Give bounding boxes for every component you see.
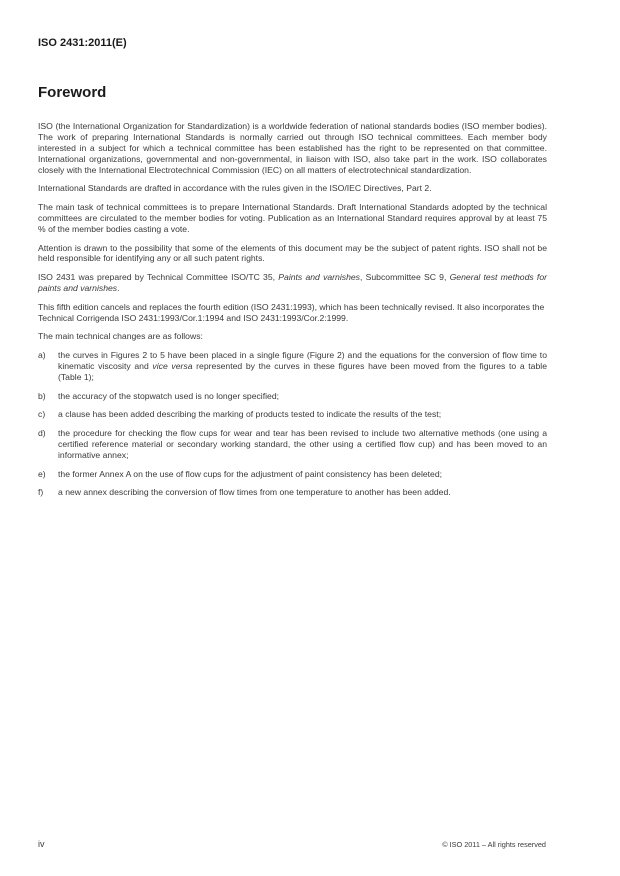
committee-title: Paints and varnishes bbox=[278, 272, 360, 283]
list-marker: e) bbox=[38, 468, 46, 479]
prepared-by-subcommittee: , Subcommittee SC 9, bbox=[360, 272, 450, 283]
paragraph-patent-rights: Attention is drawn to the possibility that some of the elements of this document may be the subject of patent rights. ISO shall not be held responsible for identifying any or all such patent rights. bbox=[38, 242, 547, 264]
list-marker: c) bbox=[38, 409, 46, 420]
subcommittee-title: General test methods for paints and varnishes bbox=[38, 272, 547, 294]
section-title: Foreword bbox=[38, 84, 107, 101]
list-item bbox=[38, 428, 547, 461]
page-number: iv bbox=[38, 839, 45, 849]
list-marker: a) bbox=[38, 350, 46, 361]
list-item-text: a clause has been added describing the marking of products tested to indicate the results of the test; bbox=[58, 409, 442, 420]
list-item bbox=[38, 409, 547, 420]
paragraph-changes-intro: The main technical changes are as follows: bbox=[38, 331, 203, 342]
paragraph-prepared-by bbox=[38, 272, 547, 294]
paragraph-edition: This fifth edition cancels and replaces the fourth edition (ISO 2431:1993), which has been technically revised. It also incorporates the Technical Corrigenda ISO 2431:1993/Cor.1:1994 and ISO 2431:1993/Cor.2:1999. bbox=[38, 301, 545, 323]
list-item bbox=[38, 487, 547, 498]
list-item-text: the former Annex A on the use of flow cups for the adjustment of paint consistency has been deleted; bbox=[58, 468, 443, 479]
list-item-text: the procedure for checking the flow cups for wear and tear has been revised to include two alternative methods (one using a certified reference material or secondary working standard, the other using a certified flow cup) and has been moved to an informative annex; bbox=[58, 428, 547, 460]
list-text-italic: vice versa bbox=[152, 360, 193, 371]
list-item-text bbox=[58, 350, 547, 383]
list-text-start: the curves in Figures 2 to 5 have been placed in a single figure (Figure 2) and the equations for the conversion of flow time to kinematic viscosity and bbox=[58, 350, 547, 371]
paragraph-iso-federation: ISO (the International Organization for Standardization) is a worldwide federation of national standards bodies (ISO member bodies). The work of preparing International Standards is normally carried out through ISO technical committees. Each member body interested in a subject for which a technical committee has been established has the right to be represented on that committee. International organizations, governmental and non-governmental, in liaison with ISO, also take part in the work. ISO collaborates closely with the International Electrotechnical Commission (IEC) on all matters of electrotechnical standardization. bbox=[38, 121, 547, 175]
paragraph-technical-committees: The main task of technical committees is to prepare International Standards. Draft International Standards adopted by the technical committees are circulated to the member bodies for voting. Publication as an International Standard requires approval by at least 75 % of the member bodies casting a vote. bbox=[38, 202, 547, 234]
list-item-text: the accuracy of the stopwatch used is no longer specified; bbox=[58, 390, 280, 401]
copyright-notice: © ISO 2011 – All rights reserved bbox=[442, 840, 546, 849]
paragraph-directives: International Standards are drafted in accordance with the rules given in the ISO/IEC Directives, Part 2. bbox=[38, 183, 432, 194]
prepared-by-end: . bbox=[117, 283, 120, 294]
list-item-text: a new annex describing the conversion of flow times from one temperature to another has been added. bbox=[58, 487, 451, 498]
list-item bbox=[38, 391, 547, 402]
list-marker: d) bbox=[38, 428, 46, 438]
prepared-by-text: ISO 2431 was prepared by Technical Committee ISO/TC 35, bbox=[38, 272, 279, 283]
list-marker: b) bbox=[38, 390, 46, 401]
technical-changes-list bbox=[38, 350, 547, 498]
list-text-end: represented by the curves in these figures have been moved from the figures to a table (Table 1); bbox=[58, 360, 547, 382]
list-item bbox=[38, 350, 547, 383]
document-id: ISO 2431:2011(E) bbox=[38, 37, 127, 49]
list-marker: f) bbox=[38, 487, 44, 498]
list-item bbox=[38, 469, 547, 480]
foreword-body bbox=[38, 121, 547, 506]
